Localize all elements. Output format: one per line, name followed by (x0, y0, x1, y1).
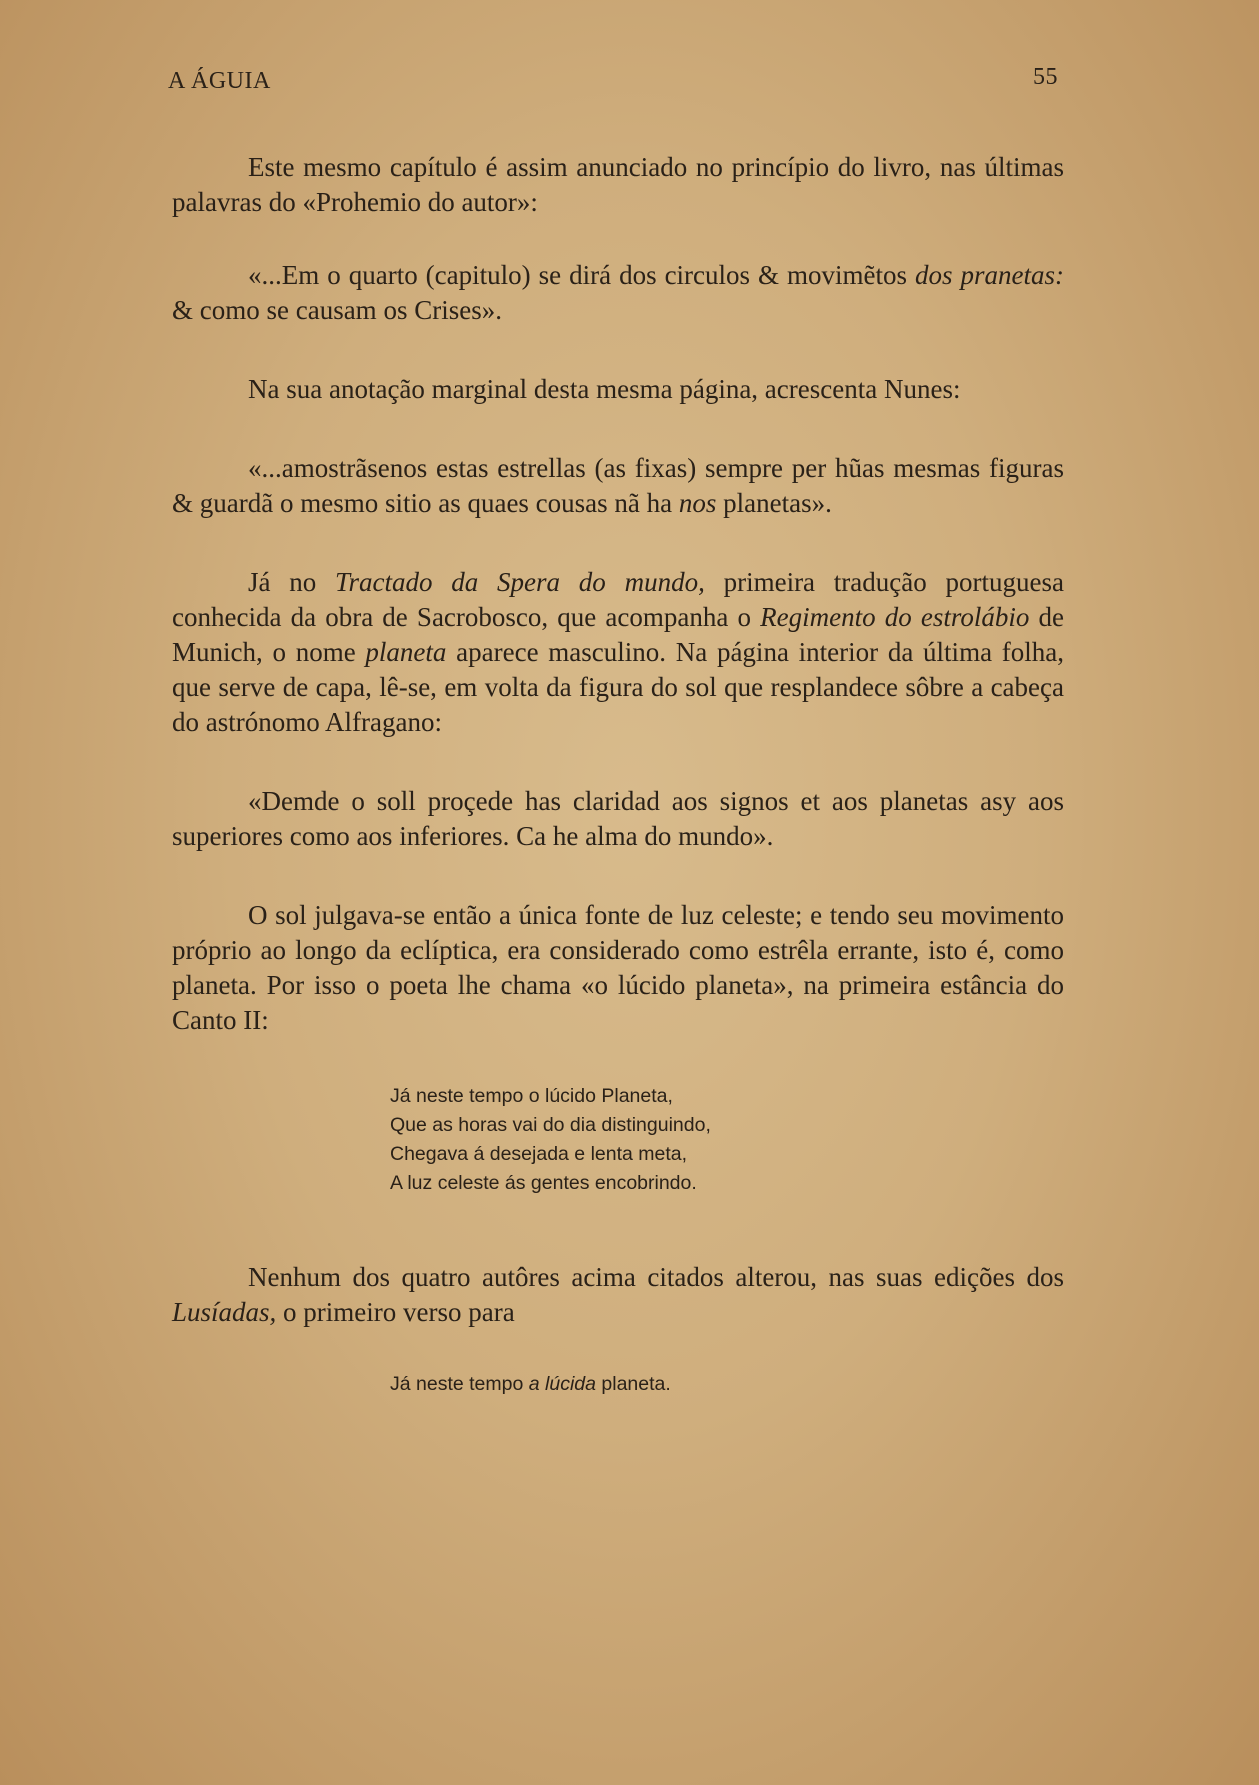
page-body (172, 150, 1064, 1399)
paragraph-1: Este mesmo capítulo é assim anunciado no princípio do livro, nas últimas palavras do «Prohemio do autor»: (172, 152, 1064, 217)
verse-stanza (390, 1082, 1064, 1198)
paragraph-4: O sol julgava-se então a única fonte de luz celeste; e tendo seu movimento próprio ao longo da eclíptica, era considerado como estrêla errante, isto é, como planeta. Por isso o poeta lhe chama «o lúcido planeta», na primeira estância do Canto II: (172, 900, 1064, 1035)
paragraph-5: Nenhum dos quatro autôres acima citados alterou, nas suas edições dos Lusíadas, o primeiro verso para (172, 1262, 1064, 1327)
running-header (168, 64, 1058, 102)
verse-final: Já neste tempo a lúcida planeta. (390, 1373, 671, 1395)
running-title: A ÁGUIA (168, 68, 271, 94)
verse-line: Chegava á desejada e lenta meta, (390, 1143, 688, 1165)
page-number: 55 (1033, 64, 1058, 90)
paragraph-3: Já no Tractado da Spera do mundo, primeira tradução portuguesa conhecida da obra de Sacrobosco, que acompanha o Regimento do estrolábio de Munich, o nome planeta aparece masculino. Na página interior da última folha, que serve de capa, lê-se, em volta da figura do sol que resplandece sôbre a cabeça do astrónomo Alfragano: (172, 567, 1065, 737)
paragraph-2: Na sua anotação marginal desta mesma página, acrescenta Nunes: (248, 374, 961, 404)
verse-line: A luz celeste ás gentes encobrindo. (390, 1172, 697, 1194)
quote-3: «Demde o soll proçede has claridad aos signos et aos planetas asy aos superiores como aos inferiores. Ca he alma do mundo». (172, 786, 1064, 851)
quote-2: «...amostrãsenos estas estrellas (as fixas) sempre per hũas mesmas figuras & guardã o mesmo sitio as quaes cousas nã ha nos planetas». (172, 453, 1064, 518)
verse-line: Que as horas vai do dia distinguindo, (390, 1114, 711, 1136)
verse-line: Já neste tempo o lúcido Planeta, (390, 1085, 673, 1107)
quote-1: «...Em o quarto (capitulo) se dirá dos circulos & movimẽtos dos pranetas: & como se causam os Crises». (172, 260, 1065, 325)
